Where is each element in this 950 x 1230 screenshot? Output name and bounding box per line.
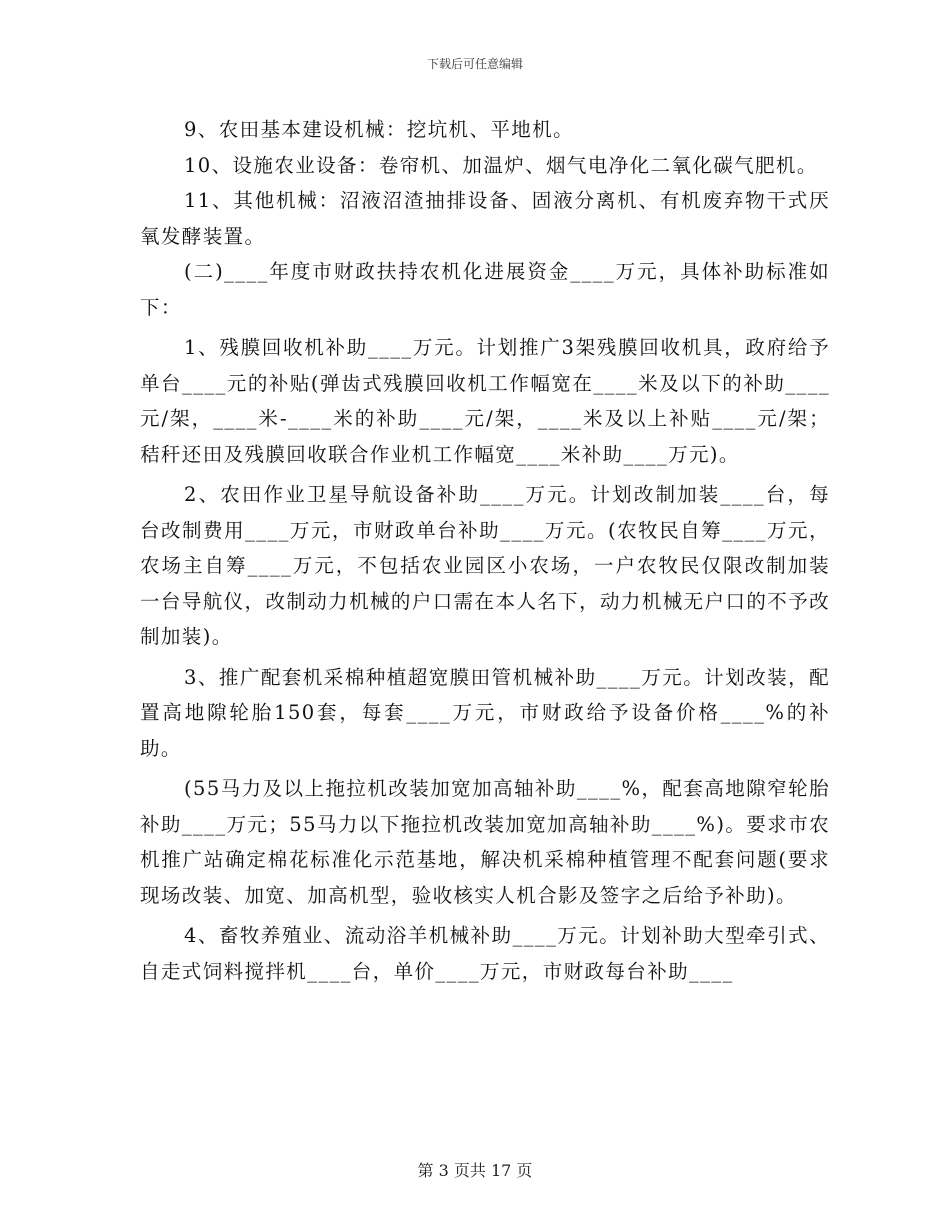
paragraph-section-2: (二)____年度市财政扶持农机化进展资金____万元，具体补助标准如下： (140, 260, 830, 319)
document-body (140, 112, 830, 989)
page-header: 下载后可任意编辑 (426, 57, 523, 71)
paragraph-subsidy-2: 2、农田作业卫星导航设备补助____万元。计划改制加装____台，每台改制费用____万元，市财政单台补助____万元。(农牧民自筹____万元，农场主自筹____万元，不包括农业园区小农场，一户农牧民仅限改制加装一台导航仪，改制动力机械的户口需在本人名下，动力机械无户口的不予改制加装)。 (140, 483, 830, 648)
page-number: 第 3 页共 17 页 (417, 1161, 533, 1180)
paragraph-subsidy-1: 1、残膜回收机补助____万元。计划推广3架残膜回收机具，政府给予单台____元的补贴(弹齿式残膜回收机工作幅宽在____米及以下的补助____元/架，____米-____米的补助____元/架，____米及以上补贴____元/架；秸秆还田及残膜回收联合作业机工作幅宽____米补助____万元)。 (140, 336, 830, 466)
paragraph-item-11: 11、其他机械：沼液沼渣抽排设备、固液分离机、有机废弃物干式厌氧发酵装置。 (140, 189, 830, 248)
paragraph-subsidy-3: 3、推广配套机采棉种植超宽膜田管机械补助____万元。计划改装，配置高地隙轮胎150套，每套____万元，市财政给予设备价格____%的补助。 (140, 665, 830, 760)
paragraph-subsidy-3-note: (55马力及以上拖拉机改装加宽加高轴补助____%，配套高地隙窄轮胎补助____万元；55马力以下拖拉机改装加宽加高轴补助____%)。要求市农机推广站确定棉花标准化示范基地，解决机采棉种植管理不配套问题(要求现场改装、加宽、加高机型，验收核实人机合影及签字之后给予补助)。 (140, 777, 830, 907)
paragraph-item-10: 10、设施农业设备：卷帘机、加温炉、烟气电净化二氧化碳气肥机。 (184, 153, 818, 177)
paragraph-subsidy-4: 4、畜牧养殖业、流动浴羊机械补助____万元。计划补助大型牵引式、自走式饲料搅拌机____台，单价____万元，市财政每台补助____ (140, 924, 830, 983)
paragraph-item-9: 9、农田基本建设机械：挖坑机、平地机。 (184, 118, 575, 141)
